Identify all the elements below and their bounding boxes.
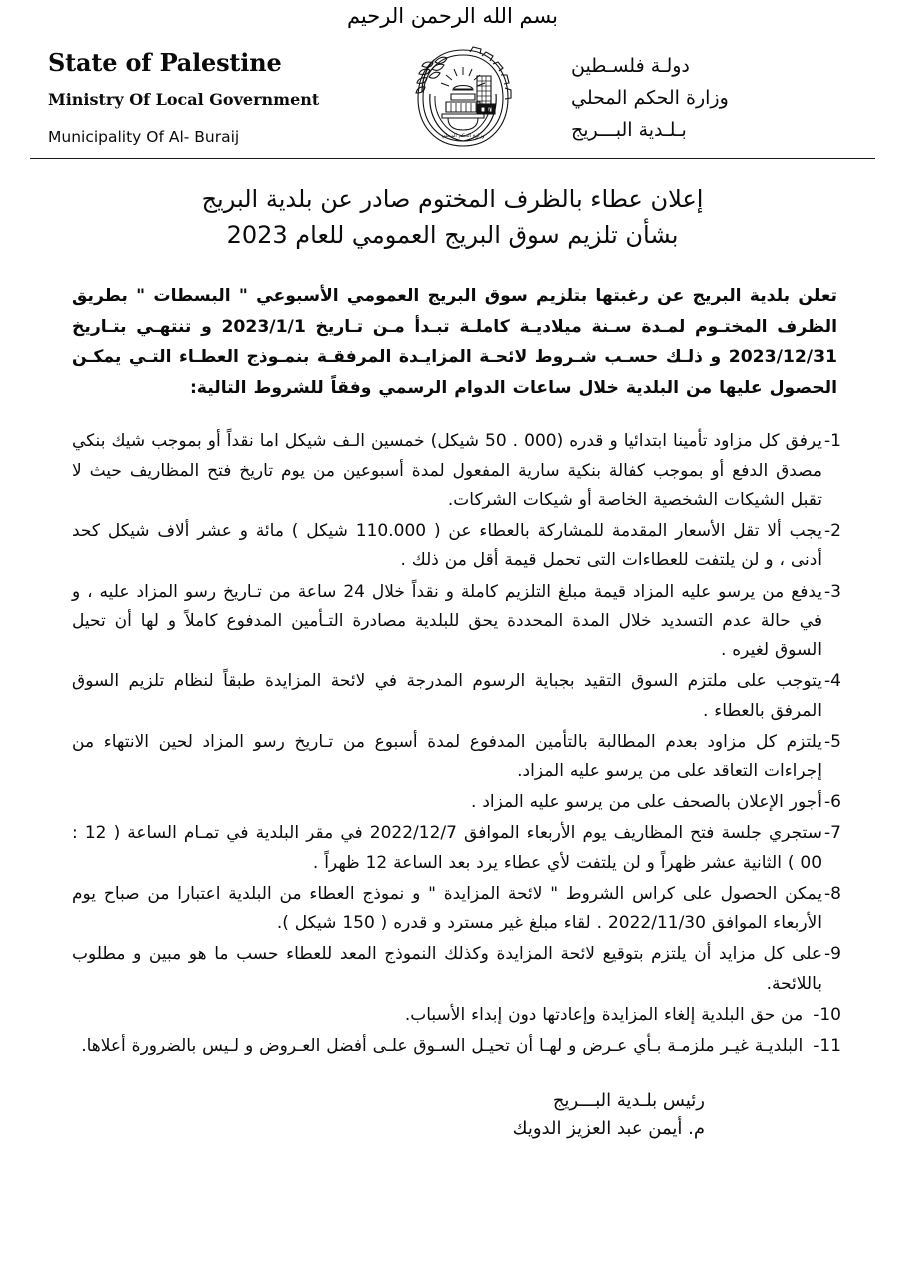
basmala-text: بسم الله الرحمن الرحيم bbox=[346, 4, 559, 28]
condition-item bbox=[72, 1001, 841, 1030]
condition-text: ستجري جلسة فتح المظاريف يوم الأربعاء الموافق 2022/12/7 في مقر البلدية في تمـام الساعة ( 12 : 00 ) الثانية عشر ظهراً و لن يلتفت لأي عطاء يرد بعد الساعة 12 ظهراً . bbox=[72, 823, 823, 873]
condition-item bbox=[72, 940, 841, 998]
english-municipality-name: Municipality Of Al- Buraij bbox=[48, 128, 240, 147]
condition-text: البلديـة غيـر ملزمـة بـأي عـرض و لهـا أن تحيـل السـوق علـى أفضل العـروض و لـيس بالضرورة أعلاها. bbox=[81, 1036, 804, 1057]
condition-text: يمكن الحصول على كراس الشروط " لائحة المزايدة " و نموذج العطاء من البلدية اعتبارا من صباح يوم الأربعاء الموافق 2022/11/30 . لقاء مبلغ غير مسترد و قدره ( 150 شيكل ). bbox=[72, 883, 823, 934]
header-divider bbox=[30, 158, 875, 159]
arabic-ministry-name: وزارة الحكم المحلي bbox=[571, 86, 729, 109]
condition-number: 10- bbox=[813, 1004, 841, 1025]
english-ministry-name: Ministry Of Local Government bbox=[48, 90, 320, 110]
arabic-state-name: دولـة فلسـطين bbox=[571, 54, 690, 77]
title-line-1: إعلان عطاء بالظرف المختوم صادر عن بلدية البريج bbox=[201, 185, 704, 213]
arabic-municipality-name: بـلـدية البـــريج bbox=[571, 119, 687, 142]
title-line-2: بشأن تلزيم سوق البريج العمومي للعام 2023 bbox=[226, 221, 679, 249]
signature-block bbox=[385, 1087, 905, 1143]
condition-number: 11- bbox=[813, 1036, 841, 1057]
condition-text: يتوجب على ملتزم السوق التقيد بجباية الرسوم المدرجة في لائحة المزايدة طبقاً لنظام تلزيم السوق المرفق بالعطاء . bbox=[72, 671, 823, 721]
condition-number: 4- bbox=[824, 671, 841, 692]
condition-number: 7- bbox=[824, 823, 841, 844]
condition-item bbox=[72, 517, 841, 575]
condition-number: 6- bbox=[824, 792, 841, 813]
condition-item bbox=[72, 819, 841, 877]
condition-text: أجور الإعلان بالصحف على من يرسو عليه المزاد . bbox=[471, 792, 823, 813]
condition-item bbox=[72, 427, 841, 515]
condition-number: 2- bbox=[824, 521, 841, 542]
condition-item bbox=[72, 667, 841, 725]
condition-item bbox=[72, 728, 841, 786]
condition-text: يجب ألا تقل الأسعار المقدمة للمشاركة بالعطاء عن ( 110.000 شيكل ) مائة و عشر ألاف شيكل كحد أدنى ، و لن يلتفت للعطاءات التى تحمل قيمة أقل من ذلك . bbox=[72, 521, 823, 571]
condition-number: 5- bbox=[824, 731, 841, 752]
condition-text: يدفع من يرسو عليه المزاد قيمة مبلغ التلزيم كاملة و نقداً خلال 24 ساعة من تـاريخ رسو المزاد عليه ، و في حالة عدم التسديد خلال المدة المحددة يحق للبلدية مصادرة التـأمين المدفوع كاملاً و لها أن تحيل السوق لغيره . bbox=[72, 581, 823, 661]
condition-number: 8- bbox=[824, 883, 841, 904]
condition-item bbox=[72, 578, 841, 666]
intro-paragraph: تعلن بلدية البريج عن رغبتها بتلزيم سوق البريج العمومي الأسبوعي " البسطات " بطريق الظرف المختـوم لمـدة سـنة ميلاديـة كاملـة تبـدأ مـن تـاريخ 2023/1/1 و تنتهـي بتـاريخ 2023/12/31 و ذلـك حسـب شـروط لائحـة المزايـدة المرفقـة بنمـوذج العطـاء التـي يمكـن الحصول عليها من البلدية خلال ساعات الدوام الرسمي وفقاً للشروط التالية: bbox=[72, 286, 837, 398]
signatory-name: م. أيمن عبد العزيز الدويك bbox=[512, 1118, 705, 1140]
letterhead bbox=[0, 42, 905, 154]
basmala-container bbox=[0, 0, 905, 42]
condition-item bbox=[72, 880, 841, 938]
letterhead-arabic bbox=[571, 50, 871, 147]
letterhead-english bbox=[34, 48, 354, 147]
condition-item bbox=[72, 1032, 841, 1061]
signatory-role: رئيس بلـدية البـــريج bbox=[552, 1090, 705, 1112]
condition-text: من حق البلدية إلغاء المزايدة وإعادتها دون إبداء الأسباب. bbox=[404, 1004, 804, 1025]
conditions-list bbox=[72, 427, 841, 1061]
svg-text:وزارة الحكم المحلي: وزارة الحكم المحلي bbox=[440, 133, 485, 139]
english-state-name: State of Palestine bbox=[48, 48, 282, 78]
page-title bbox=[0, 181, 905, 253]
condition-text: يلتزم كل مزاود بعدم المطالبة بالتأمين المدفوع لمدة أسبوع من تـاريخ رسو المزاد لحين الانتهاء من إجراءات التعاقد على من يرسو عليه المزاد. bbox=[72, 731, 823, 782]
condition-item bbox=[72, 788, 841, 817]
condition-text: يرفق كل مزاود تأمينا ابتدائيا و قدره (000 . 50 شيكل) خمسين الـف شيكل اما نقداً أو بموجب شيك بنكي مصدق الدفع أو بموجب كفالة بنكية سارية المفعول لمدة أسبوعين من يوم تاريخ فتح المظاريف حيث لا تقبل الشيكات الشخصية الخاصة أو شيكات الشركات. bbox=[72, 431, 823, 510]
palestine-local-government-emblem-icon bbox=[404, 42, 522, 154]
condition-number: 1- bbox=[824, 431, 841, 452]
condition-text: على كل مزايد أن يلتزم بتوقيع لائحة المزايدة وكذلك النموذج المعد للعطاء حسب ما هو مبين و مطلوب باللائحة. bbox=[72, 944, 823, 994]
condition-number: 9- bbox=[824, 944, 841, 965]
condition-number: 3- bbox=[824, 581, 841, 602]
